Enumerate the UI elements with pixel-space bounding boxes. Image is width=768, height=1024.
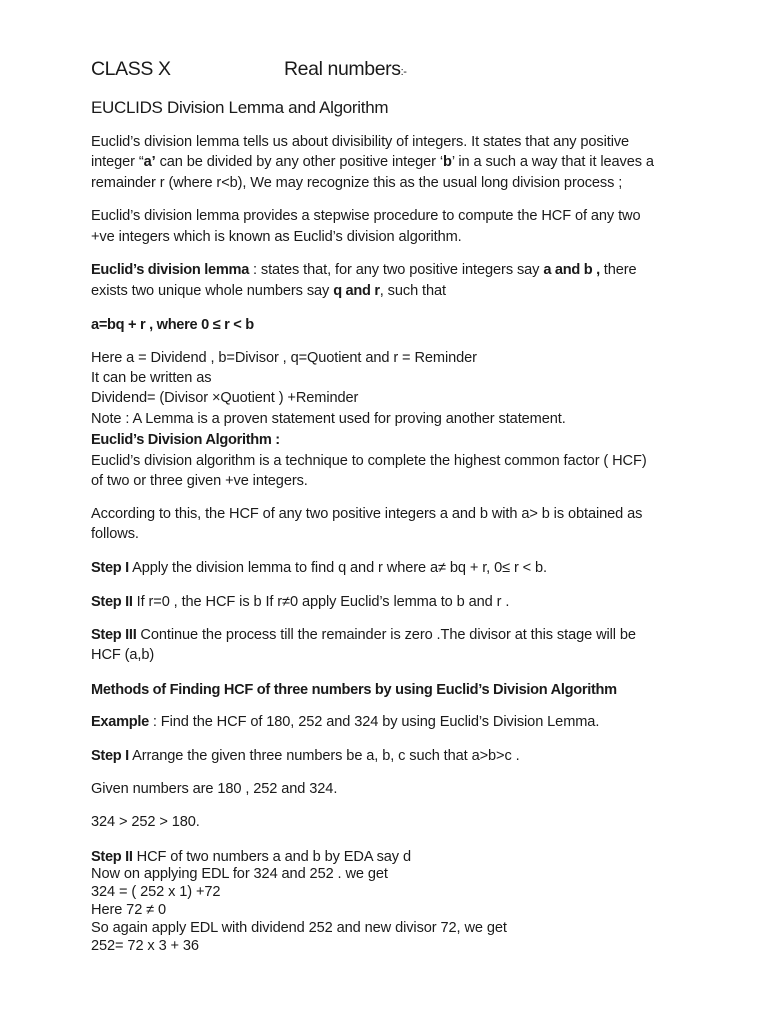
intro-line: integer “a’ can be divided by any other positive integer ‘b’ in a such a way that it leaves a <box>91 154 654 170</box>
chapter-title: Real numbers:- <box>284 58 407 80</box>
intro-line: +ve integers which is known as Euclid’s division algorithm. <box>91 229 462 245</box>
algorithm-line: follows. <box>91 526 139 542</box>
class-label: CLASS X <box>91 58 171 80</box>
algorithm-line: Euclid’s division algorithm is a technique to complete the highest common factor ( HCF) <box>91 453 647 469</box>
example-step-2: Step II HCF of two numbers a and b by EDA say d <box>91 849 411 865</box>
algorithm-step-2: Step II If r=0 , the HCF is b If r≠0 apply Euclid’s lemma to b and r . <box>91 594 510 610</box>
number-order: 324 > 252 > 180. <box>91 814 200 830</box>
algorithm-heading: Euclid’s Division Algorithm : <box>91 432 280 448</box>
methods-heading: Methods of Finding HCF of three numbers by using Euclid’s Division Algorithm <box>91 682 617 698</box>
lemma-formula: a=bq + r , where 0 ≤ r < b <box>91 317 254 333</box>
working-line: Now on applying EDL for 324 and 252 . we get <box>91 866 388 882</box>
note-line: Note : A Lemma is a proven statement used for proving another statement. <box>91 411 566 427</box>
example-line: Example : Find the HCF of 180, 252 and 324 by using Euclid’s Division Lemma. <box>91 714 600 730</box>
definition-line: It can be written as <box>91 370 212 386</box>
intro-line: Euclid’s division lemma provides a stepwise procedure to compute the HCF of any two <box>91 208 641 224</box>
lemma-statement: Euclid’s division lemma : states that, for any two positive integers say a and b , there <box>91 262 637 278</box>
intro-line: Euclid’s division lemma tells us about divisibility of integers. It states that any positive <box>91 134 630 150</box>
definition-line: Dividend= (Divisor ×Quotient ) +Reminder <box>91 390 359 406</box>
intro-line: remainder r (where r<b), We may recognize this as the usual long division process ; <box>91 175 623 191</box>
algorithm-line: of two or three given +ve integers. <box>91 473 308 489</box>
algorithm-step-3: Step III Continue the process till the remainder is zero .The divisor at this stage will be <box>91 627 636 643</box>
example-step-1: Step I Arrange the given three numbers be a, b, c such that a>b>c . <box>91 748 520 764</box>
algorithm-line: According to this, the HCF of any two positive integers a and b with a> b is obtained as <box>91 506 643 522</box>
given-numbers: Given numbers are 180 , 252 and 324. <box>91 781 338 797</box>
algorithm-step-3-cont: HCF (a,b) <box>91 647 155 663</box>
definition-line: Here a = Dividend , b=Divisor , q=Quotient and r = Reminder <box>91 350 477 366</box>
working-line: 252= 72 x 3 + 36 <box>91 938 199 954</box>
working-line: So again apply EDL with dividend 252 and new divisor 72, we get <box>91 920 507 936</box>
section-title: EUCLIDS Division Lemma and Algorithm <box>91 98 389 117</box>
working-line: 324 = ( 252 x 1) +72 <box>91 884 221 900</box>
algorithm-step-1: Step I Apply the division lemma to find q and r where a≠ bq + r, 0≤ r < b. <box>91 560 548 576</box>
working-line: Here 72 ≠ 0 <box>91 902 167 918</box>
lemma-statement: exists two unique whole numbers say q and r, such that <box>91 283 446 299</box>
